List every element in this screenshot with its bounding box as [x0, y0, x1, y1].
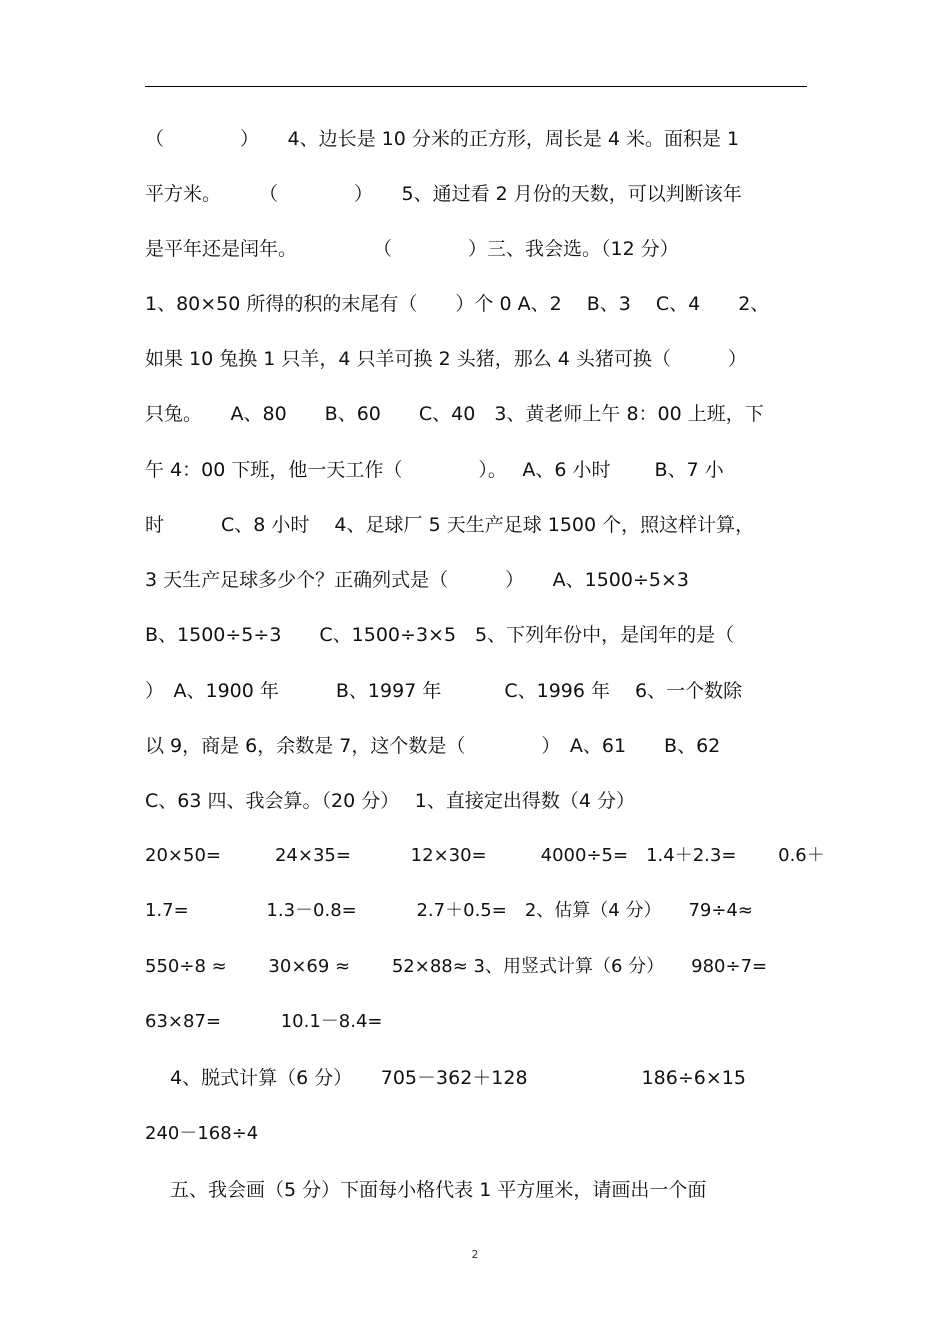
page-number: 2: [471, 1248, 479, 1261]
text-line-4: 1、80×50 所得的积的末尾有（ ）个 0 A、2 B、3 C、4 2、: [145, 293, 770, 315]
text-line-14: 20×50= 24×35= 12×30= 4000÷5= 1.4＋2.3= 0.6＋: [145, 845, 825, 866]
text-line-6: 只兔。 A、80 B、60 C、40 3、黄老师上午 8：00 上班，下: [145, 403, 764, 425]
text-line-2: 平方米。 （ ） 5、通过看 2 月份的天数，可以判断该年: [145, 183, 742, 205]
text-line-8: 时 C、8 小时 4、足球厂 5 天生产足球 1500 个，照这样计算，: [145, 514, 755, 536]
text-line-12: 以 9，商是 6，余数是 7，这个数是（ ） A、61 B、62: [145, 735, 721, 757]
text-line-18: 4、脱式计算（6 分） 705－362＋128 186÷6×15: [145, 1067, 746, 1089]
text-line-3: 是平年还是闰年。 （ ）三、我会选。（12 分）: [145, 238, 679, 260]
header-rule: [145, 86, 807, 87]
text-line-9: 3 天生产足球多少个？正确列式是（ ） A、1500÷5×3: [145, 569, 689, 591]
text-line-1: （ ） 4、边长是 10 分米的正方形，周长是 4 米。面积是 1: [145, 128, 740, 150]
text-line-15: 1.7= 1.3－0.8= 2.7＋0.5= 2、估算（4 分） 79÷4≈: [145, 900, 753, 921]
text-line-11: ） A、1900 年 B、1997 年 C、1996 年 6、一个数除: [145, 680, 743, 702]
text-line-16: 550÷8 ≈ 30×69 ≈ 52×88≈ 3、用竖式计算（6 分） 980÷7=: [145, 956, 768, 977]
text-line-7: 午 4：00 下班，他一天工作（ ）。 A、6 小时 B、7 小: [145, 459, 724, 481]
text-line-17: 63×87= 10.1－8.4=: [145, 1011, 383, 1032]
text-line-5: 如果 10 兔换 1 只羊，4 只羊可换 2 头猪，那么 4 头猪可换（ ）: [145, 348, 747, 370]
text-line-10: B、1500÷5÷3 C、1500÷3×5 5、下列年份中，是闰年的是（: [145, 624, 735, 646]
text-line-19: 240－168÷4: [145, 1123, 259, 1144]
text-line-20: 五、我会画（5 分）下面每小格代表 1 平方厘米，请画出一个面: [145, 1179, 707, 1201]
text-line-13: C、63 四、我会算。（20 分） 1、直接定出得数（4 分）: [145, 790, 635, 812]
